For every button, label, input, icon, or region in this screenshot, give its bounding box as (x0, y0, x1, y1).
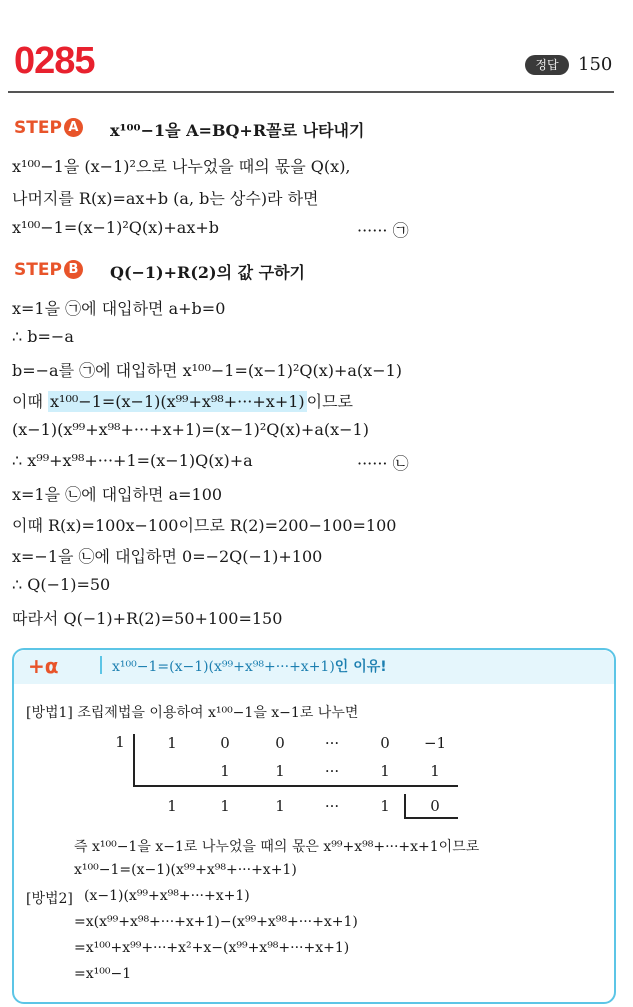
method1-label: [방법1] 조립제법을 이용하여 x¹⁰⁰−1을 x−1로 나누면 (26, 705, 359, 721)
row3-cell: ··· (324, 797, 340, 815)
remainder-horizontal-line (404, 817, 458, 819)
synthetic-vertical-line (133, 734, 135, 786)
row1-cell: 0 (220, 734, 230, 752)
row2-cell: 1 (380, 762, 390, 780)
step-a-circle-icon: A (64, 118, 83, 137)
header-rule (8, 91, 614, 93)
step-b-line: 따라서 Q(−1)+R(2)=50+100=150 (12, 609, 283, 628)
step-a-title: x¹⁰⁰−1을 A=BQ+R꼴로 나타내기 (110, 121, 365, 140)
method2-label: [방법2] (26, 891, 73, 907)
step-b-circle-icon: B (64, 260, 83, 279)
row3-cell: 0 (430, 797, 440, 815)
step-b-line: x=1을 ㉠에 대입하면 a+b=0 (12, 299, 226, 318)
mark-1: ······ ㉠ (357, 221, 409, 240)
step-b-title: Q(−1)+R(2)의 값 구하기 (110, 263, 306, 282)
step-b-line: x=1을 ㉡에 대입하면 a=100 (12, 485, 223, 504)
row3-cell: 1 (380, 797, 390, 815)
row3-cell: 1 (167, 797, 177, 815)
row2-cell: ··· (324, 762, 340, 780)
problem-number: 0285 (14, 40, 95, 82)
step-b-line: x=−1을 ㉡에 대입하면 0=−2Q(−1)+100 (12, 547, 323, 566)
step-b-line: ∴ x⁹⁹+x⁹⁸+···+1=(x−1)Q(x)+a (12, 451, 253, 470)
step-a-line: 나머지를 R(x)=ax+b (a, b는 상수)라 하면 (12, 189, 319, 208)
method2-line: (x−1)(x⁹⁹+x⁹⁸+···+x+1) (84, 888, 250, 904)
step-b-line: 이때 x¹⁰⁰−1=(x−1)(x⁹⁹+x⁹⁸+···+x+1) 이므로 (12, 392, 354, 411)
step-a-line: x¹⁰⁰−1=(x−1)²Q(x)+ax+b (12, 218, 220, 237)
conclusion-line: 즉 x¹⁰⁰−1을 x−1로 나누었을 때의 몫은 x⁹⁹+x⁹⁸+···+x+1이므로 (74, 839, 480, 855)
step-b-label: STEP B (14, 260, 83, 280)
step-b-line: ∴ b=−a (12, 327, 74, 346)
row3-cell: 1 (275, 797, 285, 815)
remainder-vertical-line (404, 794, 406, 818)
row2-cell: 1 (220, 762, 230, 780)
tip-title: x¹⁰⁰−1=(x−1)(x⁹⁹+x⁹⁸+···+x+1)인 이유! (112, 659, 387, 675)
answer-value: 150 (578, 54, 613, 75)
method2-line: =x(x⁹⁹+x⁹⁸+···+x+1)−(x⁹⁹+x⁹⁸+···+x+1) (74, 914, 358, 930)
mark-2: ······ ㉡ (357, 454, 409, 473)
step-a-label: STEP A (14, 118, 83, 138)
highlight-identity: x¹⁰⁰−1=(x−1)(x⁹⁹+x⁹⁸+···+x+1) (50, 392, 305, 411)
tip-divider (100, 656, 102, 674)
row1-cell: −1 (423, 734, 447, 752)
step-b-line: b=−a를 ㉠에 대입하면 x¹⁰⁰−1=(x−1)²Q(x)+a(x−1) (12, 361, 403, 380)
answer-badge: 정답 (525, 55, 569, 75)
synthetic-divisor: 1 (115, 733, 125, 751)
row2-cell: 1 (430, 762, 440, 780)
row1-cell: 0 (380, 734, 390, 752)
row1-cell: 1 (167, 734, 177, 752)
row1-cell: ··· (324, 734, 340, 752)
plus-alpha-icon: +α (28, 654, 59, 678)
method2-line: =x¹⁰⁰+x⁹⁹+···+x²+x−(x⁹⁹+x⁹⁸+···+x+1) (74, 940, 350, 956)
step-b-line: (x−1)(x⁹⁹+x⁹⁸+···+x+1)=(x−1)²Q(x)+a(x−1) (12, 420, 369, 439)
step-b-line: 이때 R(x)=100x−100이므로 R(2)=200−100=100 (12, 516, 397, 535)
row2-cell: 1 (275, 762, 285, 780)
synthetic-horizontal-line (133, 785, 458, 787)
conclusion-line: x¹⁰⁰−1=(x−1)(x⁹⁹+x⁹⁸+···+x+1) (74, 862, 297, 878)
row3-cell: 1 (220, 797, 230, 815)
row1-cell: 0 (275, 734, 285, 752)
step-a-line: x¹⁰⁰−1을 (x−1)²으로 나누었을 때의 몫을 Q(x), (12, 157, 351, 176)
method2-line: =x¹⁰⁰−1 (74, 966, 132, 982)
step-b-line: ∴ Q(−1)=50 (12, 575, 111, 594)
